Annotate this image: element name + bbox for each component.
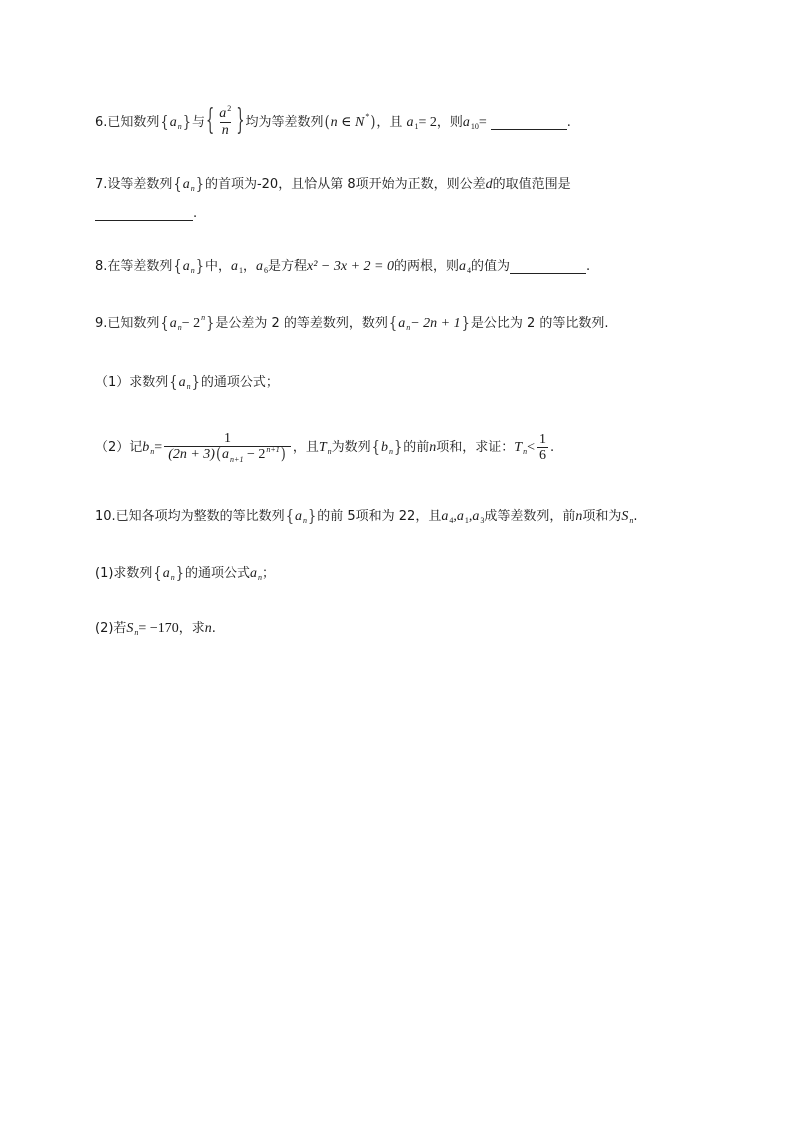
q6-prefix: 6.已知数列 bbox=[95, 115, 160, 130]
q6-eq: = bbox=[478, 115, 487, 130]
q10-a3: a bbox=[472, 509, 480, 524]
q9-p2-eq: = bbox=[154, 440, 163, 455]
brace-left: { bbox=[173, 175, 182, 194]
q8-a4-sub: 4 bbox=[467, 266, 471, 275]
q9-seq1-sup: n bbox=[201, 313, 206, 322]
q10-text1: 10.已知各项均为整数的等比数列 bbox=[95, 509, 285, 524]
q9-p2-fden: 6 bbox=[538, 447, 546, 463]
q8-text3: 是方程 bbox=[268, 259, 308, 274]
q9-p2-text4: 的前 bbox=[403, 440, 430, 455]
q6-end: . bbox=[566, 115, 571, 130]
brace-left: { bbox=[371, 438, 380, 457]
question-6 bbox=[95, 104, 571, 139]
q10-p2-S-sub: n bbox=[134, 628, 139, 637]
q10-p1-end: ； bbox=[262, 566, 276, 581]
paren-right: ) bbox=[280, 445, 286, 464]
q6-an-sub: n bbox=[177, 122, 182, 131]
q10-c2: , bbox=[468, 509, 473, 524]
q8-a1: a bbox=[230, 259, 238, 274]
q6-and: 与 bbox=[191, 115, 205, 130]
q10-Sn-sub: n bbox=[629, 516, 634, 525]
q9-p1-n: n bbox=[186, 382, 191, 391]
q7-answer-blank[interactable] bbox=[95, 208, 193, 221]
q9-p2-num: 1 bbox=[224, 431, 232, 446]
q9-p2-text5: 项和，求证： bbox=[436, 440, 515, 455]
q9-p1-text2: 的通项公式； bbox=[200, 375, 279, 390]
q6-comma1: ，且 bbox=[376, 115, 403, 130]
question-9-part-2 bbox=[95, 428, 554, 468]
brace-right-tall: } bbox=[236, 105, 245, 139]
q6-cond: n ∈ N bbox=[330, 115, 365, 130]
q9-seq2-sub: n bbox=[406, 323, 411, 332]
q9-p1-text1: （1）求数列 bbox=[95, 375, 169, 390]
q8-text4: 的两根，则 bbox=[393, 259, 459, 274]
q6-cond-star: * bbox=[365, 112, 370, 121]
brace-right: } bbox=[191, 373, 200, 392]
q9-p2-den-a: (2n + 3) bbox=[168, 447, 215, 462]
q6-frac-den: n bbox=[221, 123, 229, 138]
q6-frac-num-sup: 2 bbox=[227, 104, 232, 113]
q10-Sn: S bbox=[621, 509, 629, 524]
brace-right: } bbox=[461, 314, 470, 333]
q9-p2-fnum: 1 bbox=[538, 431, 546, 447]
q9-text3: 是公比为 2 的等比数列. bbox=[470, 316, 609, 331]
paren-left: ( bbox=[215, 445, 222, 464]
q7-end: . bbox=[193, 206, 198, 221]
question-10 bbox=[95, 509, 638, 525]
q9-p2-den-c: − 2 bbox=[243, 447, 266, 462]
paren-right: ) bbox=[370, 113, 376, 132]
q6-a1: a bbox=[406, 115, 414, 130]
q8-end: . bbox=[586, 259, 591, 274]
q9-p2-b: b bbox=[380, 440, 388, 455]
q10-a4-sub: 4 bbox=[449, 516, 454, 525]
q6-eq2: = 2 bbox=[418, 115, 437, 130]
q8-equation: x² − 3x + 2 = 0 bbox=[307, 259, 394, 274]
q7-text2: 的首项为-20，且恰从第 8项开始为正数，则公差 bbox=[204, 177, 486, 192]
q9-p2-one-sixth bbox=[537, 433, 548, 464]
q9-seq1: a bbox=[169, 316, 177, 331]
q9-p2-T2: T bbox=[514, 440, 523, 455]
q10-p1-n: n bbox=[170, 573, 175, 582]
q9-p2-T2-sub: n bbox=[523, 447, 528, 456]
question-8 bbox=[95, 259, 590, 275]
q8-a6: a bbox=[256, 259, 263, 274]
q8-answer-blank[interactable] bbox=[510, 261, 586, 274]
q6-comma2: ，则 bbox=[436, 115, 463, 130]
q9-p2-n: n bbox=[429, 440, 437, 455]
brace-left: { bbox=[173, 257, 182, 276]
question-7 bbox=[95, 177, 571, 193]
q6-a1-sub: 1 bbox=[414, 122, 419, 131]
q10-an-sub: n bbox=[302, 516, 307, 525]
q10-text3: 成等差数列，前 bbox=[484, 509, 576, 524]
q8-an: a bbox=[182, 259, 190, 274]
q10-p2-n: n bbox=[204, 621, 212, 636]
q6-fraction bbox=[217, 104, 233, 139]
q10-text4: 项和为 bbox=[582, 509, 622, 524]
question-9 bbox=[95, 313, 609, 333]
q7-text3: 的取值范围是 bbox=[492, 177, 571, 192]
brace-right: } bbox=[307, 507, 317, 526]
brace-left: { bbox=[388, 314, 398, 333]
q9-p1-an: a bbox=[178, 375, 186, 390]
q9-p2-bn-sub: n bbox=[150, 447, 155, 456]
q9-p2-text1: （2）记 bbox=[95, 440, 143, 455]
q8-text5: 的值为 bbox=[471, 259, 511, 274]
q10-p1-text1: (1)求数列 bbox=[95, 566, 153, 581]
q6-frac-num: a bbox=[219, 106, 227, 121]
brace-left: { bbox=[169, 373, 178, 392]
q9-text2: 是公差为 2 的等差数列，数列 bbox=[215, 316, 388, 331]
q6-answer-blank[interactable] bbox=[491, 117, 567, 130]
q7-d: d bbox=[485, 177, 493, 192]
q9-p2-end: . bbox=[549, 440, 555, 455]
q9-seq1-rest: − 2 bbox=[181, 316, 201, 331]
q9-seq2-rest: − 2n + 1 bbox=[410, 316, 461, 331]
q9-p2-bn: b bbox=[142, 440, 150, 455]
question-7-blank-line bbox=[95, 206, 197, 222]
brace-left: { bbox=[160, 113, 169, 132]
q6-mid: 均为等差数列 bbox=[245, 115, 324, 130]
q9-seq1-sub: n bbox=[177, 323, 182, 332]
q9-p2-den-b: a bbox=[222, 447, 230, 462]
brace-right: } bbox=[175, 564, 184, 583]
q10-p2-text2: ，求 bbox=[178, 621, 205, 636]
q8-sep: ， bbox=[242, 259, 256, 274]
brace-left-tall: { bbox=[205, 105, 215, 139]
q10-c1: , bbox=[453, 509, 457, 524]
q10-p1-a-sub: n bbox=[258, 573, 262, 582]
q6-a10-sub: 10 bbox=[470, 122, 479, 131]
q9-p2-b-sub: n bbox=[388, 447, 393, 456]
q9-p2-text2: ，且 bbox=[292, 440, 319, 455]
q10-p2-eq: = −170 bbox=[138, 621, 179, 636]
q8-a1-sub: 1 bbox=[238, 266, 243, 275]
brace-right: } bbox=[393, 438, 403, 457]
question-9-part-1 bbox=[95, 375, 279, 391]
q9-p2-den-b-sub: n+1 bbox=[230, 455, 244, 464]
brace-left: { bbox=[160, 314, 169, 333]
brace-right: } bbox=[182, 113, 191, 132]
q7-an: a bbox=[182, 177, 190, 192]
q10-text2: 的前 5项和为 22，且 bbox=[317, 509, 442, 524]
q9-p2-Tn-sub: n bbox=[327, 447, 332, 456]
q10-a3-sub: 3 bbox=[480, 516, 485, 525]
q8-a4: a bbox=[459, 259, 466, 274]
q10-p2-text1: (2)若 bbox=[95, 621, 127, 636]
question-10-part-1 bbox=[95, 566, 275, 582]
q8-text1: 8.在等差数列 bbox=[95, 259, 173, 274]
q9-p2-Tn: T bbox=[318, 440, 327, 455]
q10-a1: a bbox=[456, 509, 464, 524]
q6-a10: a bbox=[462, 115, 470, 130]
q10-p1-an: a bbox=[162, 566, 170, 581]
q10-a1-sub: 1 bbox=[464, 516, 469, 525]
brace-right: } bbox=[195, 257, 204, 276]
q9-p2-lt: < bbox=[527, 440, 535, 455]
q9-text1: 9.已知数列 bbox=[95, 316, 160, 331]
brace-left: { bbox=[285, 507, 294, 526]
q10-n: n bbox=[575, 509, 583, 524]
q10-p1-text2: 的通项公式 bbox=[184, 566, 250, 581]
q8-text2: 中， bbox=[204, 259, 231, 274]
q10-p1-a: a bbox=[250, 566, 257, 581]
q10-p2-S: S bbox=[126, 621, 134, 636]
q7-an-sub: n bbox=[190, 184, 195, 193]
brace-right: } bbox=[206, 314, 215, 333]
q8-an-sub: n bbox=[190, 266, 195, 275]
q9-p2-den-c-sup: n+1 bbox=[266, 445, 280, 454]
brace-left: { bbox=[153, 564, 162, 583]
question-10-part-2 bbox=[95, 621, 216, 637]
q9-p2-text3: 为数列 bbox=[331, 440, 371, 455]
q6-an: a bbox=[169, 115, 177, 130]
q10-p2-end: . bbox=[211, 621, 216, 636]
q10-end: . bbox=[633, 509, 638, 524]
q10-a4: a bbox=[441, 509, 449, 524]
brace-right: } bbox=[195, 175, 204, 194]
q10-an: a bbox=[294, 509, 302, 524]
q9-p2-fraction bbox=[164, 432, 291, 464]
paren-left: ( bbox=[324, 113, 330, 132]
q7-text1: 7.设等差数列 bbox=[95, 177, 173, 192]
q9-seq2: a bbox=[398, 316, 406, 331]
q8-a6-sub: 6 bbox=[264, 266, 268, 275]
